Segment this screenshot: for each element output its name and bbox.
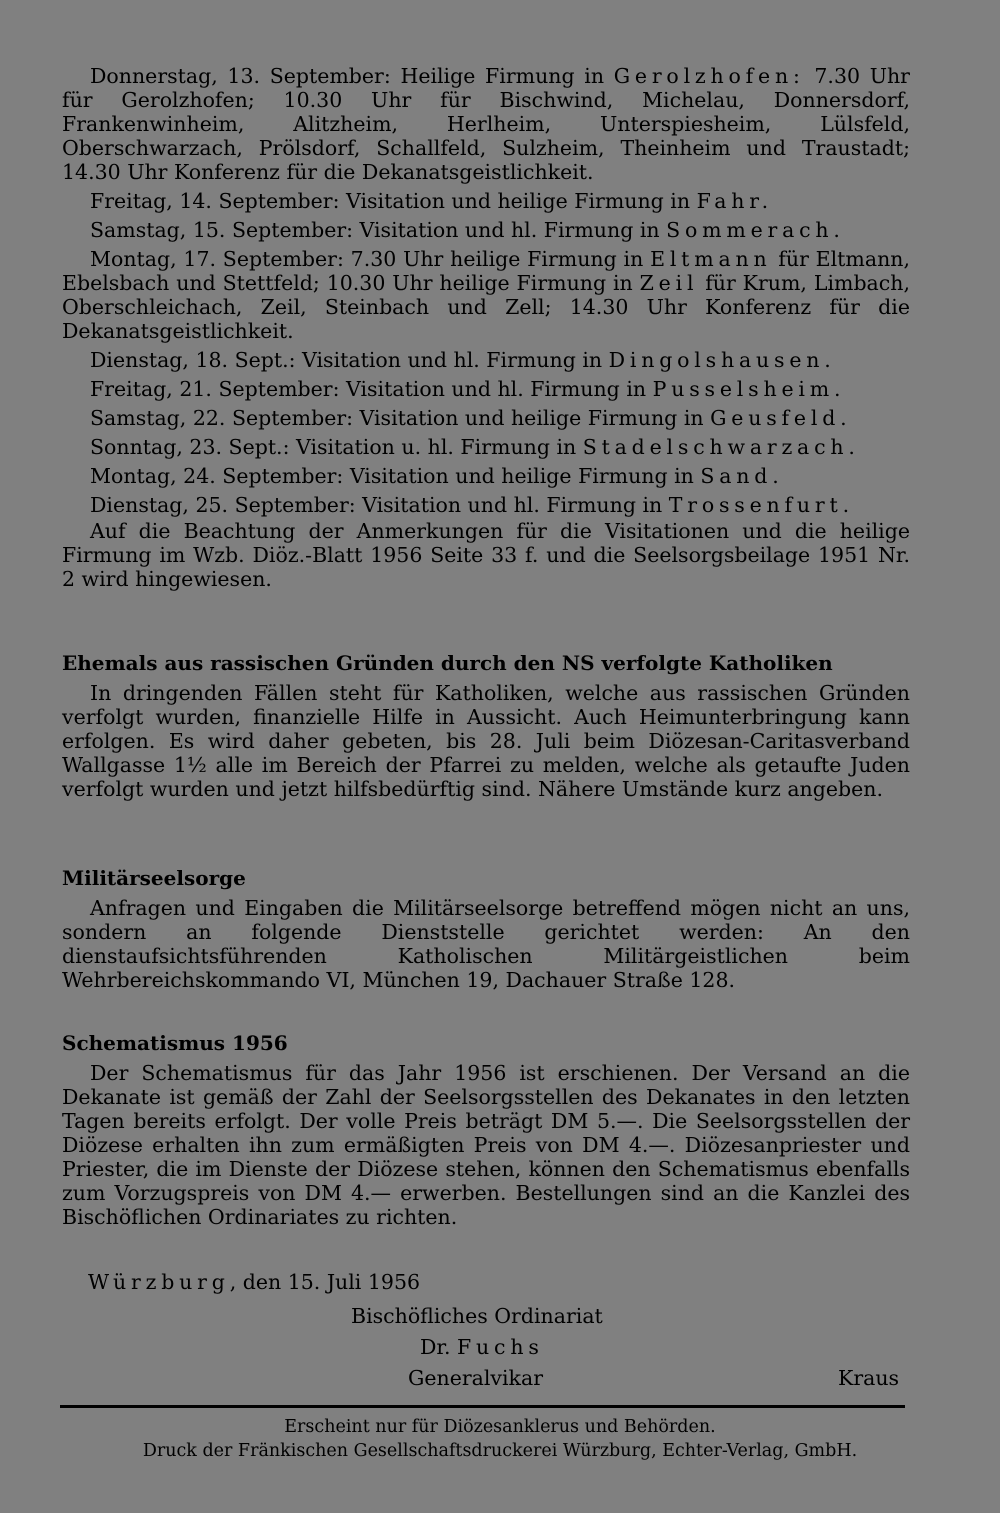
signatory-name: Dr. Fuchs <box>420 1335 544 1359</box>
clerk-name: Kraus <box>838 1366 900 1390</box>
program-entry-dingolshausen: Dienstag, 18. Sept.: Visitation und hl. Firmung in Dingolshausen. <box>90 348 836 372</box>
section-ns-verfolgte <box>62 651 910 801</box>
footer-line-2: Druck der Fränkischen Gesellschaftsdruckerei Würzburg, Echter-Verlag, GmbH. <box>142 1441 858 1461</box>
program-entry-pusselsheim: Freitag, 21. September: Visitation und hl. Firmung in Pusselsheim. <box>90 377 846 401</box>
firmung-program <box>62 64 910 591</box>
section-schematismus <box>62 1031 910 1229</box>
program-entry-geusfeld: Samstag, 22. September: Visitation und heilige Firmung in Geusfeld. <box>90 406 852 430</box>
place-date: Würzburg, den 15. Juli 1956 <box>88 1270 421 1294</box>
program-entry-sommerach: Samstag, 15. September: Visitation und hl. Firmung in Sommerach. <box>90 218 845 242</box>
footer-rule <box>60 1405 905 1408</box>
section-heading: Militärseelsorge <box>62 866 246 890</box>
program-entry-sand: Montag, 24. September: Visitation und heilige Firmung in Sand. <box>90 464 784 488</box>
program-entry-fahr: Freitag, 14. September: Visitation und heilige Firmung in Fahr. <box>90 189 773 213</box>
program-entry-stadelschwarzach: Sonntag, 23. Sept.: Visitation u. hl. Firmung in Stadelschwarzach. <box>90 435 860 459</box>
section-militaerseelsorge <box>62 866 910 992</box>
program-note: Auf die Beachtung der Anmerkungen für die Visitationen und die heilige Firmung im Wzb. Diöz.-Blatt 1956 Seite 33 f. und die Seelsorgsbeilage 1951 Nr. 2 wird hingewiesen. <box>62 519 910 591</box>
program-entry-trossenfurt: Dienstag, 25. September: Visitation und hl. Firmung in Trossenfurt. <box>90 493 854 517</box>
signatory-title: Generalvikar <box>408 1366 544 1390</box>
section-heading: Ehemals aus rassischen Gründen durch den NS verfolgte Katholiken <box>62 651 833 675</box>
issuing-office: Bischöfliches Ordinariat <box>351 1304 603 1328</box>
section-heading: Schematismus 1956 <box>62 1031 288 1055</box>
section-text: Anfragen und Eingaben die Militärseelsorge betreffend mögen nicht an uns, sondern an folgende Dienststelle gerichtet werden: An den dienstaufsichtsführenden Katholischen Militärgeistlichen beim Wehrbereichskommando VI, München 19, Dachauer Straße 128. <box>62 896 910 992</box>
program-entry-gerolzhofen: Donnerstag, 13. September: Heilige Firmung in Gerolzhofen: 7.30 Uhr für Gerolzhofen; 10.30 Uhr für Bischwind, Michelau, Donnersdorf, Frankenwinheim, Alitzheim, Herlheim, Unterspiesheim, Lülsfeld, Oberschwarzach, Prölsdorf, Schallfeld, Sulzheim, Theinheim und Traustadt; 14.30 Uhr Konferenz für die Dekanatsgeistlichkeit. <box>62 64 910 184</box>
footer-line-1: Erscheint nur für Diözesanklerus und Behörden. <box>284 1417 716 1437</box>
section-text: In dringenden Fällen steht für Katholiken, welche aus rassischen Gründen verfolgt wurden, finanzielle Hilfe in Aussicht. Auch Heimunterbringung kann erfolgen. Es wird daher gebeten, bis 28. Juli beim Diözesan-Caritasverband Wallgasse 1½ alle im Bereich der Pfarrei zu melden, welche als getaufte Juden verfolgt wurden und jetzt hilfsbedürftig sind. Nähere Umstände kurz angeben. <box>62 681 910 801</box>
section-text: Der Schematismus für das Jahr 1956 ist erschienen. Der Versand an die Dekanate ist gemäß der Zahl der Seelsorgsstellen des Dekanates in den letzten Tagen bereits erfolgt. Der volle Preis beträgt DM 5.—. Die Seelsorgsstellen der Diözese erhalten ihn zum ermäßigten Preis von DM 4.—. Diözesanpriester und Priester, die im Dienste der Diözese stehen, können den Schematismus ebenfalls zum Vorzugspreis von DM 4.— erwerben. Bestellungen sind an die Kanzlei des Bischöflichen Ordinariates zu richten. <box>62 1061 910 1229</box>
program-entry-eltmann-zeil: Montag, 17. September: 7.30 Uhr heilige Firmung in Eltmann für Eltmann, Ebelsbach und Stettfeld; 10.30 Uhr heilige Firmung in Zeil für Krum, Limbach, Oberschleichach, Zeil, Steinbach und Zell; 14.30 Uhr Konferenz für die Dekanatsgeistlichkeit. <box>62 247 910 343</box>
